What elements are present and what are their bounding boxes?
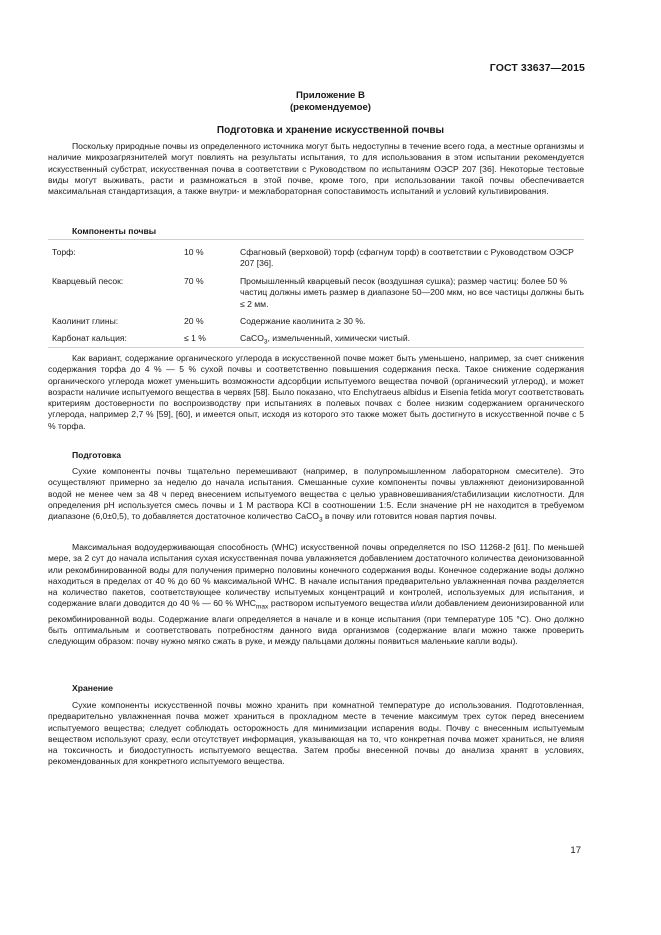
description-rest: , измельченный, химически чистый.	[267, 333, 411, 343]
preparation-paragraph-1	[48, 466, 584, 526]
component-amount: 10 %	[184, 247, 204, 257]
component-amount: ≤ 1 %	[184, 333, 206, 343]
annex-title: Приложение В	[296, 90, 365, 101]
section-title: Подготовка и хранение искусственной почвы	[216, 125, 445, 136]
component-name: Торф:	[52, 247, 76, 257]
formula-subscript: 3	[318, 516, 323, 524]
component-name: Каолинит глины:	[52, 316, 119, 326]
component-description	[240, 333, 584, 348]
preparation-text-rest: в почву или готовится новая партия почвы.	[322, 511, 497, 522]
component-name: Карбонат кальция:	[52, 333, 127, 343]
variant-paragraph: Как вариант, содержание органического углерода в искусственной почве может быть уменьшено, например, за счет снижения содержания торфа до 4 % — 5 % сухой почвы и соответственно повышения содержания песка. Такое снижение содержания органического углерода может уменьшить возможности адсорбции испытуемого вещества почвой (органический углерод), и может возрасти наличие испытуемого вещества в червях [58]. Было показано, что Enchytraeus albidus и Eisenia fetida могут соответствовать критериям достоверности по воспроизводству при испытаниях в полевых почвах с более низким содержанием органического углерода, например 2,7 % [59], [60], и имеется опыт, исходя из которого это также может быть достигнуто в искусственной почве с 5 % торфа.	[48, 353, 584, 431]
annex-status: (рекомендуемое)	[289, 102, 371, 113]
component-description: Сфагновый (верховой) торф (сфагнум торф) в соответствии с Руководством ОЭСР 207 [36].	[240, 247, 574, 269]
component-name: Кварцевый песок:	[52, 276, 124, 286]
component-amount: 20 %	[184, 316, 204, 326]
preparation-text-rest: раствором испытуемого вещества и/или добавлением деионизированной или рекомбинированной воды. Содержание влаги определяется в начале и в конце испытания (при температуре 105 °С). Оно должно быть оптимальным и соответствовать потребностям данного вида организмов (содержание влаги можно также проверить следующим образом: почву нужно мягко сжать в руке, и между пальцами должны появиться маленькие капли воды).	[48, 598, 584, 647]
components-heading: Компоненты почвы	[72, 226, 157, 236]
preparation-paragraph-2	[48, 542, 584, 647]
formula-text: CaCO	[240, 333, 264, 343]
component-amount: 70 %	[184, 276, 204, 286]
preparation-text: Сухие компоненты почвы тщательно перемешивают (например, в полупромышленном лабораторном смесителе). Это осуществляют примерно за неделю до начала испытания. Смешанные сухие компоненты почвы увлажняют деионизированной водой не менее чем за 48 ч перед внесением испытуемого вещества с целью уравновешивания/стабилизации кислотности. Для определения pH используется смесь почвы и 1 М раствора KCl в соотношении 1:5. Если значение pH не находится в требуемом диапазоне (6,0±0,5), то добавляется достаточное количество CaCO	[48, 466, 584, 522]
storage-heading: Хранение	[72, 683, 113, 693]
preparation-heading: Подготовка	[72, 450, 121, 460]
annex-heading	[0, 90, 661, 114]
intro-paragraph: Поскольку природные почвы из определенного источника могут быть недоступны в течение всего года, а местные организмы и наличие микрозагрязнителей могут повлиять на результаты испытания, то для использования в этом испытании рекомендуется искусственный субстрат, искусственная почва в соответствии с Руководством по испытаниям ОЭСР 207 [36]. Некоторые тестовые виды могут выживать, расти и размножаться в этой почве, кроме того, при использовании такой почвы обеспечивается максимальная стандартизация, а также внутри- и межлабораторная сопоставимость испытаний и условий культивирования.	[48, 141, 584, 197]
table-top-rule	[48, 239, 584, 240]
standard-number: ГОСТ 33637—2015	[489, 62, 585, 74]
page-number: 17	[570, 845, 581, 856]
whc-subscript: max	[256, 604, 269, 612]
storage-paragraph: Сухие компоненты искусственной почвы можно хранить при комнатной температуре до использования. Подготовленная, предварительно увлажненная почва может храниться в прохладном месте в течение максимум трех суток перед внесением испытуемого вещества; следует соблюдать осторожность для минимизации испарения воды. Почву с внесенным испытуемым веществом используют сразу, если отсутствует информация, указывающая на то, что конкретная почва может храниться, не влияя на токсичность и биодоступность испытуемого вещества. Затем пробы внесенной почвы до анализа хранят в условиях, рекомендованных для конкретного испытуемого вещества.	[48, 700, 584, 767]
formula-subscript: 3	[263, 338, 268, 346]
preparation-text: Максимальная водоудерживающая способность (WHC) искусственной почвы определяется по ISO 11268-2 [61]. По меньшей мере, за 2 сут до начала испытания сухая искусственная почва увлажняется добавлением достаточного количества деионизованной или рекомбинированной воды для получения примерно половины конечного содержания воды. Конечное содержание воды должно находиться в пределах от 40 % до 60 % максимальной WHC. В начале испытания предварительно увлажненная почва разделяется на количество пакетов, соответствующее количеству испытуемых концентраций и контролей, используемых для испытания, и содержание влаги доводится до 40 % — 60 % WHC	[48, 542, 584, 609]
component-description: Содержание каолинита ≥ 30 %.	[240, 316, 366, 326]
table-bottom-rule	[48, 347, 584, 348]
component-description: Промышленный кварцевый песок (воздушная сушка); размер частиц: более 50 % частиц должны иметь размер в диапазоне 50—200 мкм, но все частицы должны быть ≤ 2 мм.	[240, 276, 585, 309]
